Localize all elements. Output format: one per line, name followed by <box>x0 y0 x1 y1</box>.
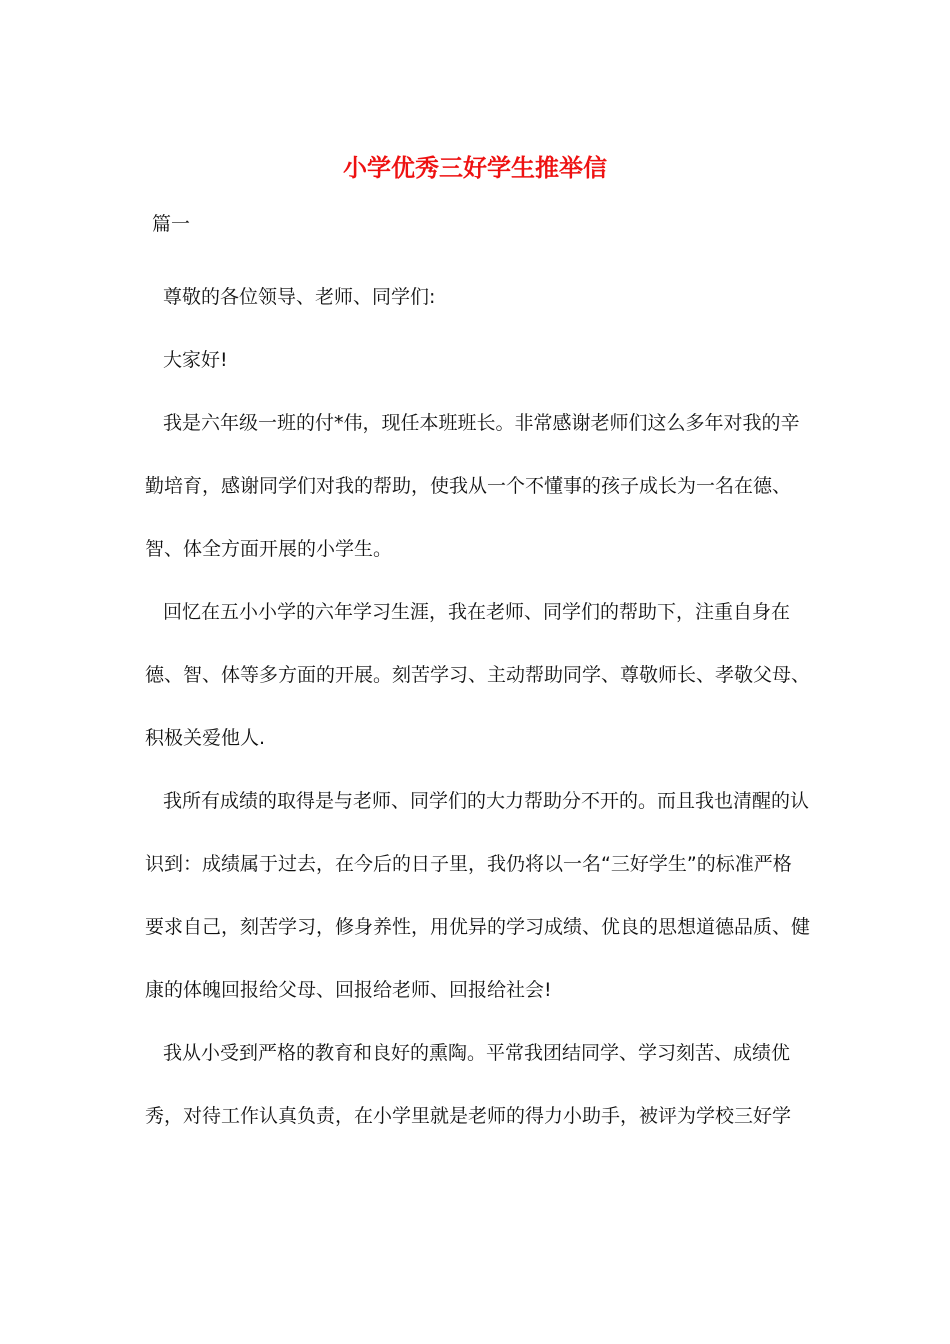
section-label: 篇一 <box>152 213 191 235</box>
body-paragraph: 我是六年级一班的付*伟，现任本班班长。非常感谢老师们这么多年对我的辛勤培育，感谢同学们对我的帮助，使我从一个不懂事的孩子成长为一名在德、智、体全方面开展的小学生。 <box>145 412 800 560</box>
greeting: 大家好! <box>163 349 228 371</box>
letter-body <box>145 266 810 1148</box>
body-paragraph: 我所有成绩的取得是与老师、同学们的大力帮助分不开的。而且我也清醒的认识到：成绩属于过去，在今后的日子里，我仍将以一名“三好学生”的标准严格要求自己，刻苦学习，修身养性，用优异的学习成绩、优良的思想道德品质、健康的体魄回报给父母、回报给老师、回报给社会! <box>145 790 811 1001</box>
document-title: 小学优秀三好学生推举信 <box>343 153 607 182</box>
salutation: 尊敬的各位领导、老师、同学们: <box>163 286 436 308</box>
body-paragraph: 我从小受到严格的教育和良好的熏陶。平常我团结同学、学习刻苦、成绩优秀，对待工作认真负责，在小学里就是老师的得力小助手，被评为学校三好学 <box>145 1042 792 1127</box>
body-paragraph: 回忆在五小小学的六年学习生涯，我在老师、同学们的帮助下，注重自身在德、智、体等多方面的开展。刻苦学习、主动帮助同学、尊敬师长、孝敬父母、积极关爱他人. <box>145 601 811 749</box>
